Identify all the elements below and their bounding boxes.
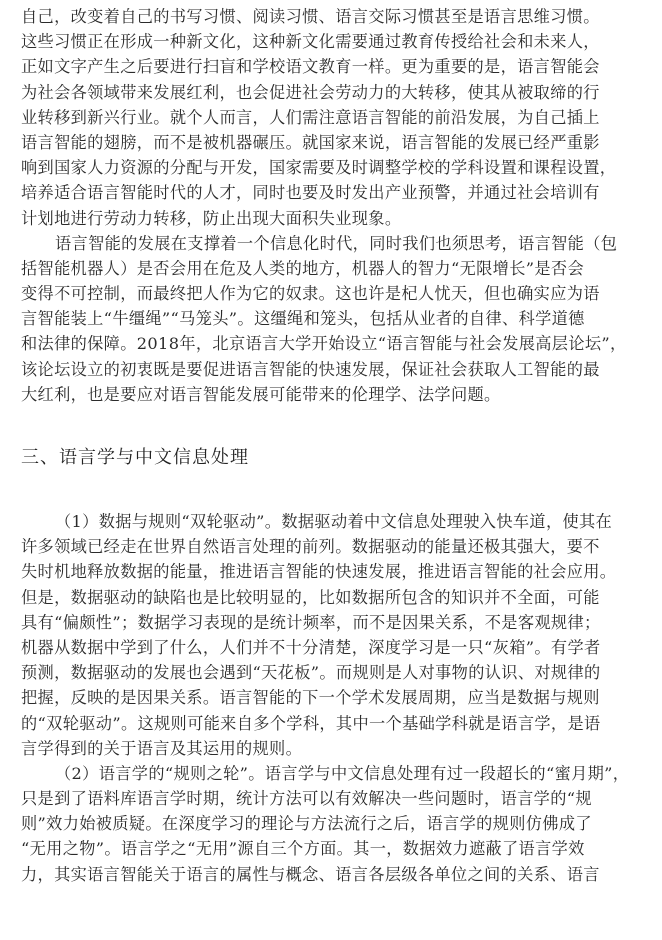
text-line: 这些习惯正在形成一种新文化，这种新文化需要通过教育传授给社会和未来人， — [21, 32, 600, 52]
text-line: （2）语言学的“规则之轮”。语言学与中文信息处理有过一段超长的“蜜月期”， — [55, 763, 630, 783]
text-line: 为社会各领域带来发展红利，也会促进社会劳动力的大转移，使其从被取缔的行 — [21, 82, 600, 102]
text-line: 的“双轮驱动”。这规则可能来自多个学科，其中一个基础学科就是语言学，是语 — [21, 713, 601, 733]
text-line: 该论坛设立的初衷既是要促进语言智能的快速发展，保证社会获取人工智能的最 — [21, 359, 600, 379]
text-line: （1）数据与规则“双轮驱动”。数据驱动着中文信息处理驶入快车道，使其在 — [55, 512, 613, 531]
text-line: 许多领域已经走在世界自然语言处理的前列。数据驱动的能量还极其强大，要不 — [21, 537, 600, 557]
text-line: 把握，反映的是因果关系。语言智能的下一个学术发展周期，应当是数据与规则 — [21, 688, 600, 708]
text-line: 和法律的保障。2018年，北京语言大学开始设立“语言智能与社会发展高层论坛”， — [21, 334, 627, 354]
text-line: 大红利，也是要应对语言智能发展可能带来的伦理学、法学问题。 — [21, 384, 501, 404]
text-line: 言学得到的关于语言及其运用的规则。 — [21, 738, 303, 758]
text-line: 语言智能的翅膀，而不是被机器碾压。就国家来说，语言智能的发展已经严重影 — [21, 132, 600, 152]
paragraph-1 — [21, 4, 649, 231]
document-page — [21, 4, 649, 887]
text-line: 括智能机器人）是否会用在危及人类的地方，机器人的智力“无限增长”是否会 — [21, 258, 584, 278]
text-line: 培养适合语言智能时代的人才，同时也要及时发出产业预警，并通过社会培训有 — [21, 183, 600, 203]
text-line: “无用之物”。语言学之“无用”源自三个方面。其一，数据效力遮蔽了语言学效 — [21, 839, 585, 859]
text-line: 语言智能的发展在支撑着一个信息化时代，同时我们也须思考，语言智能（包 — [55, 233, 618, 253]
text-line: 业转移到新兴行业。就个人而言，人们需注意语言智能的前沿发展，为自己插上 — [21, 107, 600, 127]
text-line: 正如文字产生之后要进行扫盲和学校语文教育一样。更为重要的是，语言智能会 — [21, 57, 600, 77]
text-line: 只是到了语料库语言学时期，统计方法可以有效解决一些问题时，语言学的“规 — [21, 789, 592, 809]
text-line: 则”效力始被质疑。在深度学习的理论与方法流行之后，语言学的规则仿佛成了 — [21, 814, 592, 834]
text-line: 机器从数据中学到了什么，人们并不十分清楚，深度学习是一只“灰箱”。有学者 — [21, 637, 601, 657]
text-line: 失时机地释放数据的能量，推进语言智能的快速发展，推进语言智能的社会应用。 — [21, 562, 617, 582]
text-line: 自己，改变着自己的书写习惯、阅读习惯、语言交际习惯甚至是语言思维习惯。 — [21, 7, 600, 26]
text-line: 响到国家人力资源的分配与开发，国家需要及时调整学校的学科设置和课程设置， — [21, 158, 617, 178]
text-line: 具有“偏颇性”；数据学习表现的是统计频率，而不是因果关系，不是客观规律； — [21, 612, 601, 632]
paragraph-4 — [21, 761, 649, 887]
text-line: 变得不可控制，而最终把人作为它的奴隶。这也许是杞人忧天，但也确实应为语 — [21, 284, 600, 304]
text-line: 预测，数据驱动的发展也会遇到“天花板”。而规则是人对事物的认识、对规律的 — [21, 663, 601, 683]
section-heading: 三、语言学与中文信息处理 — [21, 447, 249, 468]
text-line: 言智能装上“牛缰绳”“马笼头”。这缰绳和笼头，包括从业者的自律、科学道德 — [21, 309, 585, 329]
paragraph-2 — [21, 231, 649, 407]
text-line: 力，其实语言智能关于语言的属性与概念、语言各层级各单位之间的关系、语言 — [21, 864, 600, 884]
text-line: 计划地进行劳动力转移，防止出现大面积失业现象。 — [21, 208, 402, 228]
paragraph-3 — [21, 509, 649, 761]
text-line: 但是，数据驱动的缺陷也是比较明显的，比如数据所包含的知识并不全面，可能 — [21, 587, 600, 607]
